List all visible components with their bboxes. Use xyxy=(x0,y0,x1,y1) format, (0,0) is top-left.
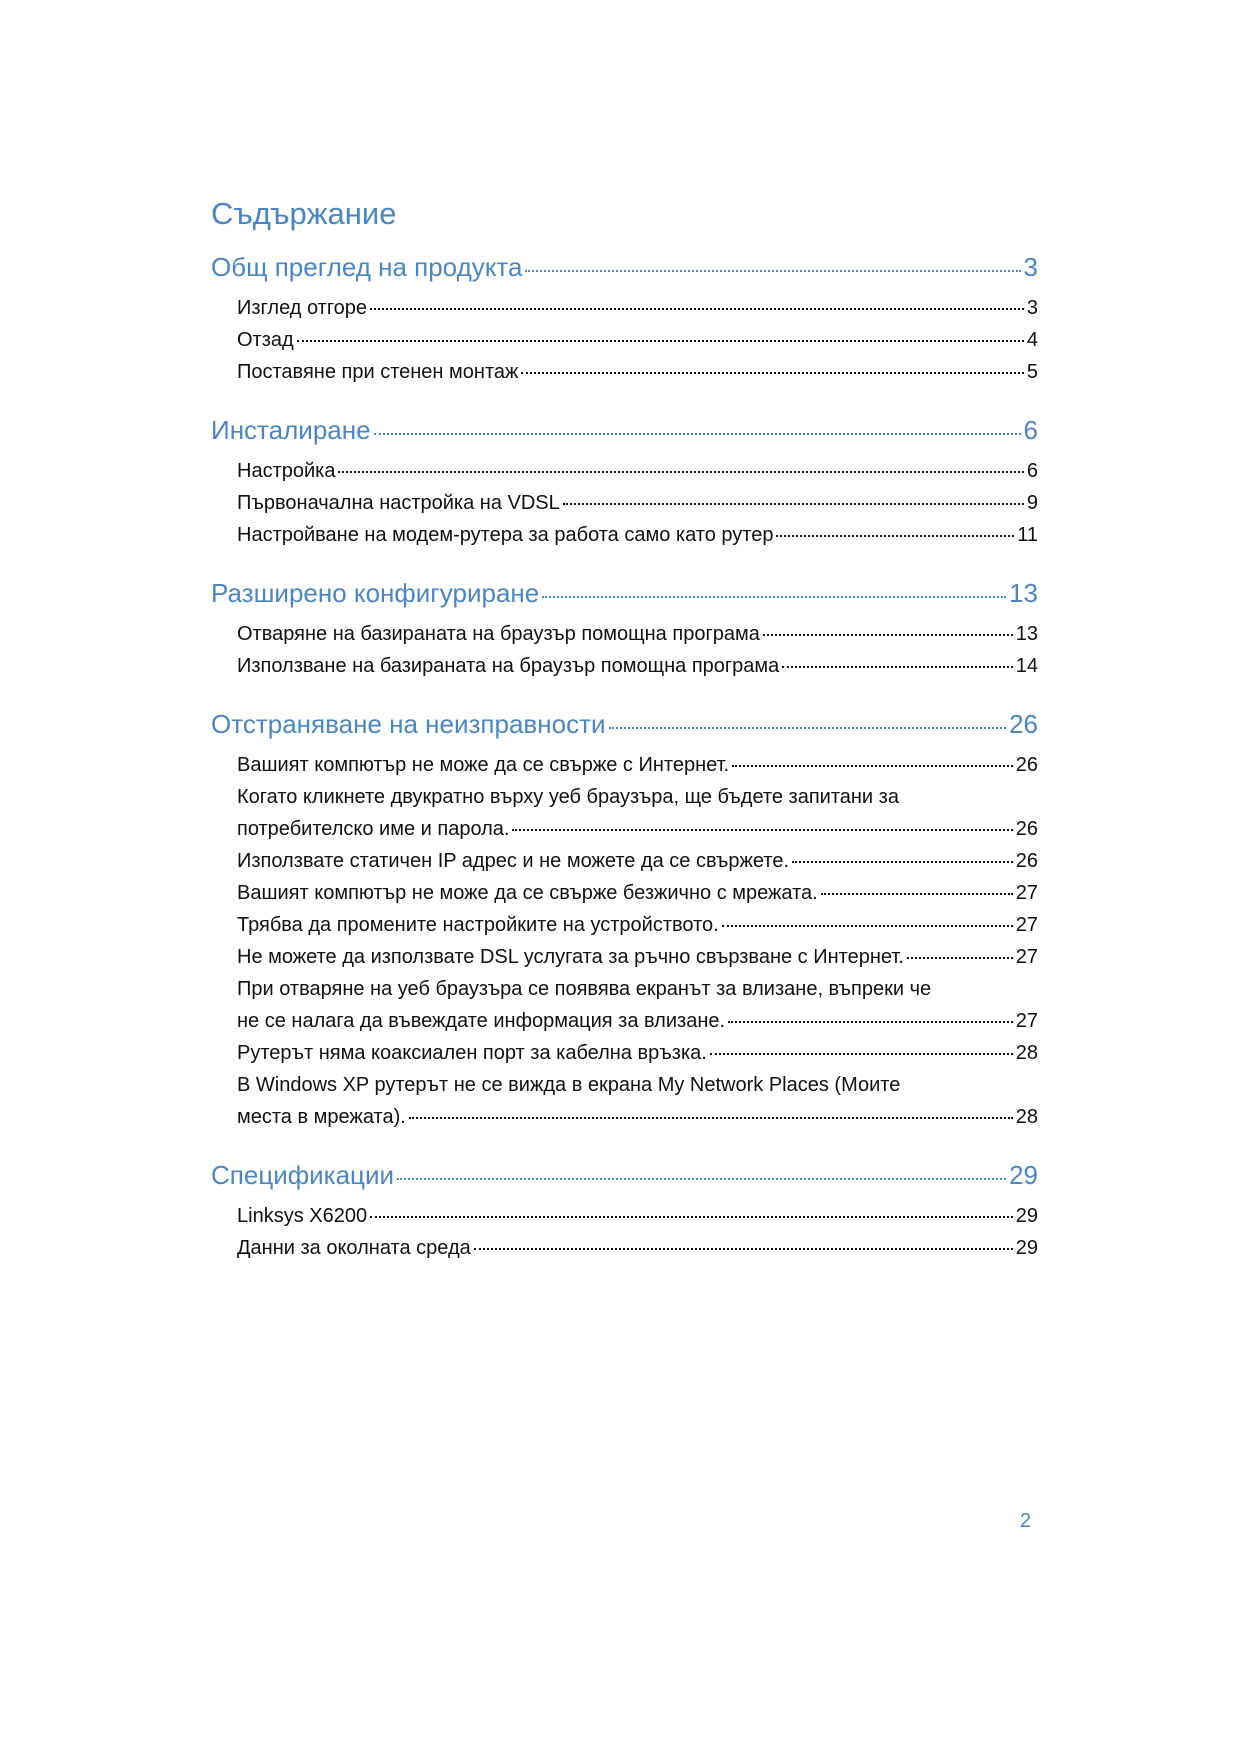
toc-entry[interactable] xyxy=(237,361,1038,393)
toc-heading[interactable] xyxy=(211,578,1038,614)
toc-entry-text: Използване на базираната на браузър помощна програма xyxy=(237,655,780,677)
toc-page: 13 xyxy=(1015,623,1038,645)
dot-leader xyxy=(370,308,1024,310)
toc-entry[interactable] xyxy=(237,914,1038,946)
toc-heading-text: Инсталиране xyxy=(211,415,371,445)
dot-leader xyxy=(474,1248,1013,1250)
toc-page: 14 xyxy=(1015,655,1038,677)
toc-page: 28 xyxy=(1015,1106,1038,1128)
toc-entry[interactable] xyxy=(237,1205,1038,1237)
toc-entry-text: Първоначална настройка на VDSL xyxy=(237,492,560,514)
toc-entry-text: Поставяне при стенен монтаж xyxy=(237,361,519,383)
toc-page: 26 xyxy=(1015,818,1038,840)
toc-page: 5 xyxy=(1026,361,1038,383)
toc-page: 6 xyxy=(1023,415,1038,445)
toc-entry-line[interactable]: В Windows XP рутерът не се вижда в екрана My Network Places (Моите xyxy=(237,1074,901,1096)
toc-page: 26 xyxy=(1009,709,1038,739)
toc-page: 9 xyxy=(1026,492,1038,514)
toc-heading-text: Разширено конфигуриране xyxy=(211,578,540,608)
toc-entry-text: Използвате статичен IP адрес и не можете да се свържете. xyxy=(237,850,790,872)
dot-leader xyxy=(609,727,1007,729)
toc-entry[interactable] xyxy=(237,818,1038,850)
toc-page: 3 xyxy=(1023,252,1038,282)
toc-entry[interactable] xyxy=(237,754,1038,786)
dot-leader xyxy=(763,634,1013,636)
toc-page: 28 xyxy=(1015,1042,1038,1064)
toc-heading[interactable] xyxy=(211,415,1038,451)
toc-entry[interactable] xyxy=(237,655,1038,687)
page-number: 2 xyxy=(1020,1510,1032,1532)
dot-leader xyxy=(792,861,1013,863)
dot-leader xyxy=(338,471,1023,473)
toc-entry-text: места в мрежата). xyxy=(237,1106,406,1128)
toc-entry-text: Данни за околната среда xyxy=(237,1237,471,1259)
toc-page: 29 xyxy=(1009,1160,1038,1190)
toc-page: 6 xyxy=(1026,460,1038,482)
toc-page: 27 xyxy=(1015,914,1038,936)
dot-leader xyxy=(722,925,1013,927)
toc-entry[interactable] xyxy=(237,329,1038,361)
toc-heading-text: Отстраняване на неизправности xyxy=(211,709,606,739)
toc-heading[interactable] xyxy=(211,252,1038,288)
toc-entry[interactable] xyxy=(237,460,1038,492)
toc-page: 27 xyxy=(1015,946,1038,968)
toc-page: 3 xyxy=(1026,297,1038,319)
toc-entry-text: Вашият компютър не може да се свърже с Интернет. xyxy=(237,754,730,776)
toc-entry-text: Вашият компютър не може да се свърже безжично с мрежата. xyxy=(237,882,818,904)
dot-leader xyxy=(776,535,1014,537)
toc-heading-text: Спецификации xyxy=(211,1160,394,1190)
toc-section xyxy=(211,252,1038,393)
dot-leader xyxy=(728,1021,1013,1023)
dot-leader xyxy=(732,765,1013,767)
toc-page: 4 xyxy=(1026,329,1038,351)
toc-entry-text: Настройване на модем-рутера за работа само като рутер xyxy=(237,524,774,546)
toc-entry-text: Рутерът няма коаксиален порт за кабелна връзка. xyxy=(237,1042,707,1064)
toc-section xyxy=(211,1160,1038,1269)
dot-leader xyxy=(521,372,1023,374)
toc-heading[interactable] xyxy=(211,1160,1038,1196)
dot-leader xyxy=(821,893,1013,895)
dot-leader xyxy=(512,829,1012,831)
toc-entry[interactable] xyxy=(237,1042,1038,1074)
dot-leader xyxy=(525,270,1020,272)
toc-entry[interactable] xyxy=(237,946,1038,978)
toc-entry[interactable] xyxy=(237,623,1038,655)
dot-leader xyxy=(563,503,1024,505)
toc-entry[interactable] xyxy=(237,297,1038,329)
toc-entry[interactable] xyxy=(237,1106,1038,1138)
dot-leader xyxy=(370,1216,1013,1218)
dot-leader xyxy=(374,433,1021,435)
toc-entry-text: потребителско име и парола. xyxy=(237,818,510,840)
toc-section xyxy=(211,415,1038,556)
toc-entry[interactable] xyxy=(237,1237,1038,1269)
dot-leader xyxy=(409,1117,1013,1119)
toc-entry-text: Отваряне на базираната на браузър помощна програма xyxy=(237,623,760,645)
toc-entry[interactable] xyxy=(237,882,1038,914)
dot-leader xyxy=(782,666,1012,668)
table-of-contents xyxy=(211,196,1038,1291)
toc-entry-line[interactable]: Когато кликнете двукратно върху уеб браузъра, ще бъдете запитани за xyxy=(237,786,899,808)
toc-heading-text: Общ преглед на продукта xyxy=(211,252,523,282)
toc-section xyxy=(211,578,1038,687)
toc-entry-text: не се налага да въвеждате информация за влизане. xyxy=(237,1010,726,1032)
toc-entry-text: Не можете да използвате DSL услугата за ръчно свързване с Интернет. xyxy=(237,946,904,968)
toc-page: 26 xyxy=(1015,850,1038,872)
toc-entry-text: Отзад xyxy=(237,329,294,351)
toc-page: 29 xyxy=(1015,1205,1038,1227)
toc-page: 29 xyxy=(1015,1237,1038,1259)
toc-entry-text: Изглед отгоре xyxy=(237,297,368,319)
toc-heading[interactable] xyxy=(211,709,1038,745)
dot-leader xyxy=(710,1053,1013,1055)
dot-leader xyxy=(397,1178,1006,1180)
toc-section xyxy=(211,709,1038,1138)
toc-entry-line[interactable]: При отваряне на уеб браузъра се появява екранът за влизане, въпреки че xyxy=(237,978,932,1000)
toc-page: 13 xyxy=(1009,578,1038,608)
toc-entry-text: Трябва да промените настройките на устройството. xyxy=(237,914,719,936)
dot-leader xyxy=(297,340,1024,342)
toc-entry[interactable] xyxy=(237,492,1038,524)
toc-page: 27 xyxy=(1015,882,1038,904)
toc-entry[interactable] xyxy=(237,1010,1038,1042)
toc-entry[interactable] xyxy=(237,524,1038,556)
toc-page: 26 xyxy=(1015,754,1038,776)
dot-leader xyxy=(907,957,1013,959)
toc-entry-text: Настройка xyxy=(237,460,336,482)
toc-entry[interactable] xyxy=(237,850,1038,882)
page-title: Съдържание xyxy=(211,196,397,231)
toc-page: 11 xyxy=(1017,524,1038,546)
toc-entry-text: Linksys X6200 xyxy=(237,1205,368,1227)
dot-leader xyxy=(542,596,1006,598)
toc-page: 27 xyxy=(1015,1010,1038,1032)
